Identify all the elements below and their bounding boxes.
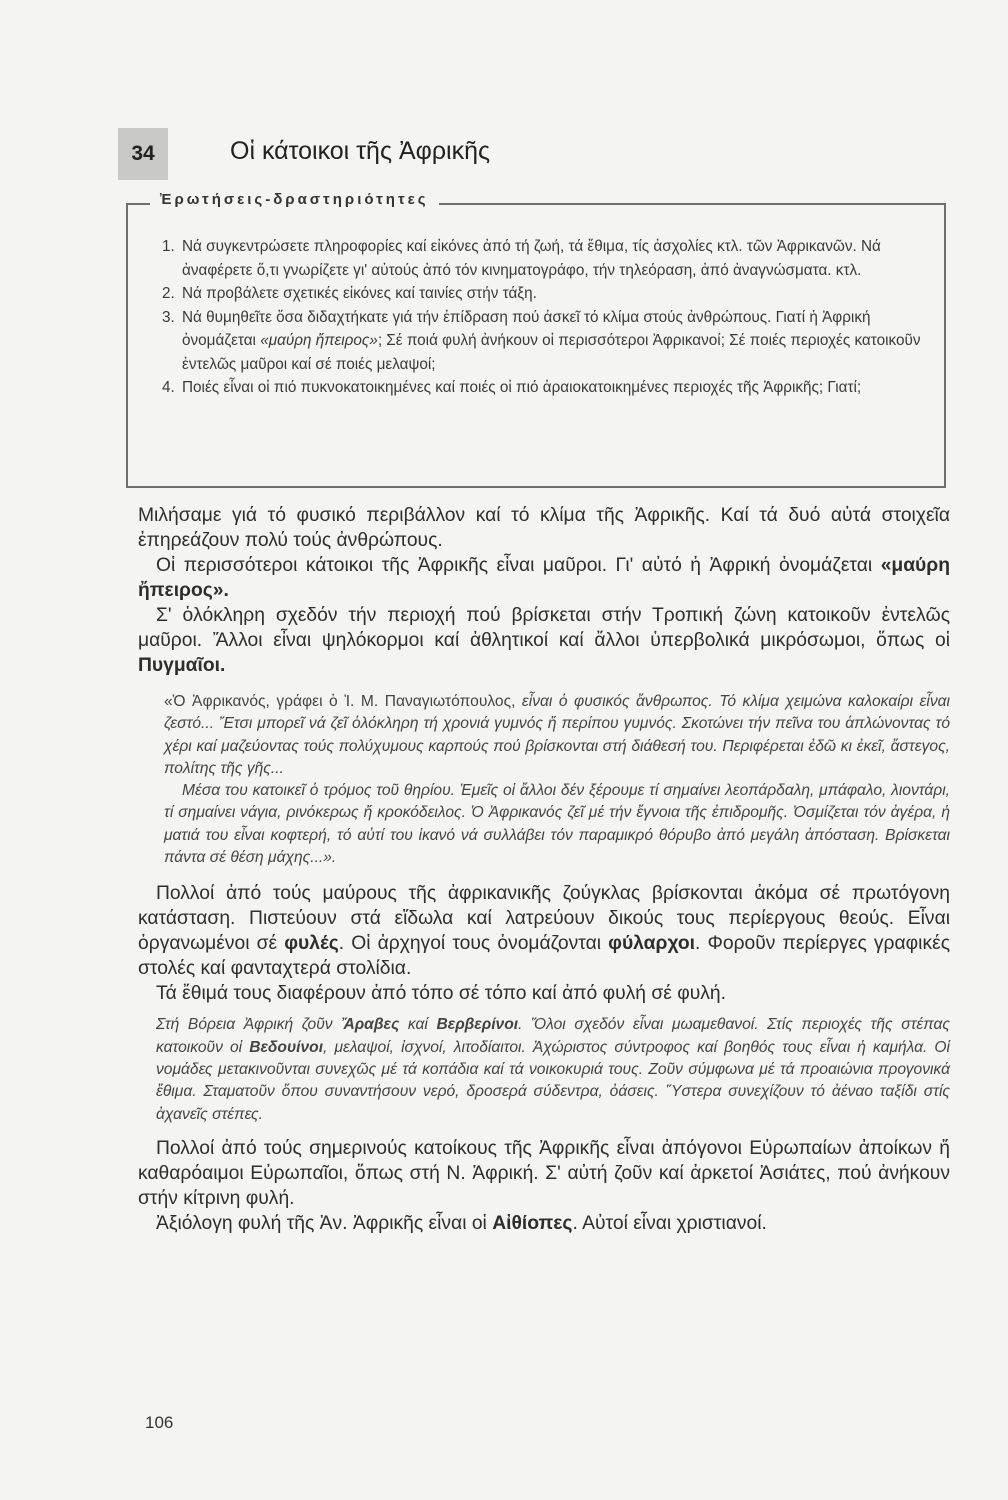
bold-term: Πυγμαῖοι.: [138, 655, 226, 676]
chapter-title: Οἱ κάτοικοι τῆς Ἀφρικῆς: [230, 137, 491, 165]
bold-term: «μαύρη ἤπειρος».: [138, 555, 950, 601]
bold-term: φύλαρχοι: [608, 933, 695, 955]
question-number: 2.: [162, 285, 175, 302]
quote-paragraph: [164, 691, 950, 780]
quote-paragraph: Μέσα του κατοικεῖ ὁ τρόμος τοῦ θηρίου. Ἐμεῖς οἱ ἄλλοι δέν ξέρουμε τί σημαίνει λεοπάρδαλη, μπάφαλο, λιοντάρι, τί σημαίνει νάγια, ρινόκερως ἤ κροκόδειλος. Ὁ Ἀφρικανός ζεῖ μέ τήν ἔγνοια τῆς ἐπιδρομῆς. Ὀσμίζεται τόν ἀγέρα, ἡ ματιά του εἶναι κοφτερή, τό αὐτί του ἱκανό νά συλλάβει τόν παραμικρό θόρυβο ἀπό μεγάλη ἀπόσταση. Βρίσκεται πάντα σέ θέση μάχης...».: [164, 782, 950, 867]
question-text-cont: ; Σέ ποιά φυλή ἀνήκουν οἱ περισσότεροι Ἀφρικανοί; Σέ ποιές περιοχές κατοικοῦν ἐντελῶς μαῦροι καί σέ ποιές μελαψοί;: [182, 332, 921, 373]
paragraph: [138, 553, 950, 603]
paragraph: [138, 1211, 950, 1236]
quote-text: Στή Βόρεια Ἀφρική ζοῦν: [156, 1016, 342, 1034]
question-number: 1.: [162, 238, 175, 255]
question-italic-phrase: «μαύρη ἤπειρος»: [260, 332, 378, 349]
page-number: 106: [145, 1413, 174, 1432]
bold-term: Βερβερίνοι: [436, 1016, 519, 1034]
paragraph-text: Πολλοί ἀπό τούς μαύρους τῆς ἀφρικανικῆς ζούγκλας βρίσκονται ἀκόμα σέ πρωτόγονη κατάσταση. Πιστεύουν στά εἴδωλα καί λατρεύουν δικούς τους περίεργους θεούς. Εἶναι ὀργανωμένοι σέ: [138, 883, 950, 955]
bold-term: Αἰθίοπες: [492, 1212, 573, 1234]
question-text: Ποιές εἶναι οἱ πιό πυκνοκατοικημένες καί ποιές οἱ πιό ἀραιοκατοικημένες περιοχές τῆς Ἀφρικῆς; Γιατί;: [182, 379, 862, 396]
paragraph-text: . Φοροῦν περίεργες γραφικές στολές καί φανταχτερά στολίδια.: [138, 933, 950, 980]
question-item: [162, 306, 936, 377]
bold-term: Ἄραβες: [341, 1016, 400, 1034]
question-number: 3.: [162, 308, 175, 326]
question-text: Νά προβάλετε σχετικές εἰκόνες καί ταινίες στήν τάξη.: [182, 285, 537, 302]
paragraph: [138, 881, 950, 981]
paragraph-text: Ἀξιόλογη φυλή τῆς Ἀν. Ἀφρικῆς εἶναι οἱ: [156, 1212, 493, 1234]
quote-text: . Ὅλοι σχεδόν εἶναι μωαμεθανοί. Στίς περιοχές τῆς στέπας κατοικοῦν οἱ: [156, 1016, 950, 1056]
question-item: [162, 235, 936, 282]
paragraph-text: Σ' ὁλόκληρη σχεδόν τήν περιοχή πού βρίσκεται στήν Τροπική ζώνη κατοικοῦν ἐντελῶς μαῦροι. Ἄλλοι εἶναι ψηλόκορμοι καί ἀθλητικοί καί ἄλλοι ὑπερβολικά μικρόσωμοι, ὅπως οἱ: [138, 605, 950, 651]
question-text: Νά συγκεντρώσετε πληροφορίες καί εἰκόνες ἀπό τή ζωή, τά ἔθιμα, τίς ἀσχολίες κτλ. τῶν Ἀφρικανῶν. Νά ἀναφέρετε ὅ,τι γνωρίζετε γι' αὐτούς ἀπό τόν κινηματογράφο, τήν τηλεόραση, ἀπό ἀναγνώσματα. κτλ.: [182, 238, 881, 279]
question-text: Νά θυμηθεῖτε ὅσα διδαχτήκατε γιά τήν ἐπίδραση πού ἀσκεῖ τό κλίμα στούς ἀνθρώπους. Γιατί ἡ Ἀφρική ὀνομάζεται: [182, 308, 871, 349]
question-number: 4.: [162, 379, 175, 396]
paragraph: Πολλοί ἀπό τούς σημερινούς κατοίκους τῆς Ἀφρικῆς εἶναι ἀπόγονοι Εὐρωπαίων ἀποίκων ἤ καθαρόαιμοι Εὐρωπαῖοι, ὅπως στή Ν. Ἀφρική. Σ' αὐτή ζοῦν καί ἀρκετοί Ἀσιάτες, πού ἀνήκουν στήν κίτρινη φυλή.: [138, 1137, 950, 1209]
paragraph: [138, 603, 950, 678]
quote-attribution: «Ὁ Ἀφρικανός, γράφει ὁ Ἰ. Μ. Παναγιωτόπουλος,: [164, 693, 522, 710]
questions-heading: Ἐρωτήσεις-δραστηριότητες: [150, 191, 439, 208]
question-item: [162, 282, 936, 306]
chapter-number: 34: [118, 128, 168, 180]
quote-block: [156, 1014, 950, 1125]
quote-text: καί: [399, 1016, 437, 1034]
quote-text: εἶναι ὁ φυσικός ἄνθρωπος. Τό κλίμα χειμώνα καλοκαίρι εἶναι ζεστό... Ἔτσι μπορεῖ νά ζεῖ ὁλόκληρη τή χρονιά γυμνός ἤ περίπου γυμνός. Σκοτώνει τήν πεῖνα του ἁπλώνοντας τό χέρι καί μαζεύοντας τούς πολύχυμους καρπούς πού βρίσκονται στή διάθεσή του. Περιφέρεται ἐδῶ κι ἐκεῖ, ἄστεγος, πολίτης τῆς γῆς...: [164, 693, 950, 777]
paragraph-text: . Αὐτοί εἶναι χριστιανοί.: [572, 1212, 767, 1234]
bold-term: φυλές: [284, 933, 339, 955]
paragraph-text: Οἱ περισσότεροι κάτοικοι τῆς Ἀφρικῆς εἶναι μαῦροι. Γι' αὐτό ἡ Ἀφρική ὀνομάζεται: [156, 555, 881, 576]
quote-block: [164, 691, 950, 869]
quote-text: , μελαψοί, ἰσχνοί, λιτοδίαιτοι. Ἀχώριστος σύντροφος καί βοηθός τους εἶναι ἡ καμήλα. Οἱ νομάδες μετακινοῦνται συνεχῶς μέ τά κοπάδια καί τά νοικοκυριά τους. Ζοῦν σύμφωνα μέ τά προαιώνια προγονικά ἔθιμα. Σταματοῦν ὅπου συναντήσουν νερό, δροσερά σύδεντρα, ὀάσεις. Ὕστερα συνεχίζουν τό ἀέναο ταξίδι στίς ἀχανεῖς στέπες.: [156, 1038, 951, 1123]
paragraph: Μιλήσαμε γιά τό φυσικό περιβάλλον καί τό κλίμα τῆς Ἀφρικῆς. Καί τά δυό αὐτά στοιχεῖα ἐπηρεάζουν πολύ τούς ἀνθρώπους.: [138, 505, 950, 551]
paragraph-text: . Οἱ ἀρχηγοί τους ὀνομάζονται: [338, 933, 609, 955]
main-text: [138, 503, 950, 1236]
question-item: [162, 376, 936, 400]
paragraph: Τά ἔθιμά τους διαφέρουν ἀπό τόπο σέ τόπο καί ἀπό φυλή σέ φυλή.: [156, 983, 726, 1005]
questions-list: [162, 235, 936, 400]
quote-paragraph: [156, 1014, 950, 1125]
bold-term: Βεδουίνοι: [249, 1038, 324, 1056]
questions-box: [126, 191, 946, 488]
